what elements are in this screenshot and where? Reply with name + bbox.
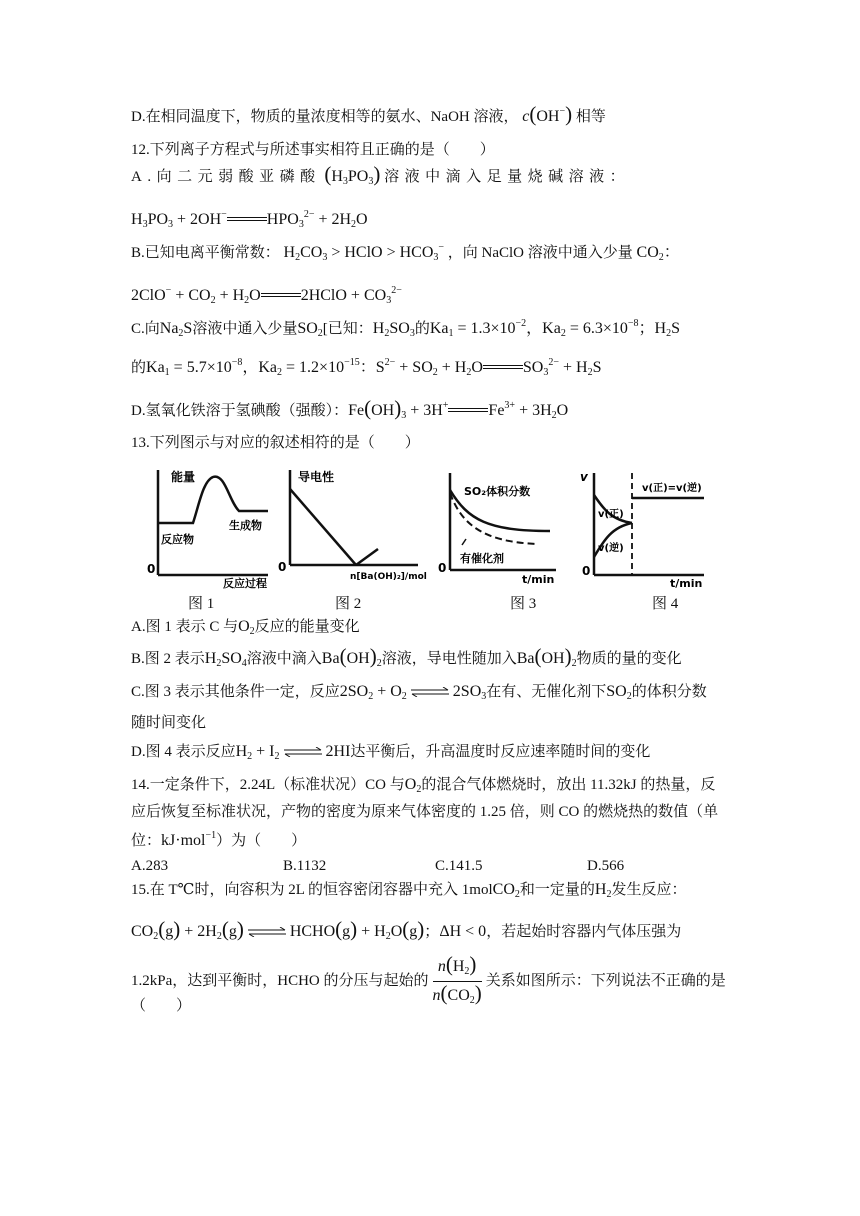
fig1-product: 生成物	[229, 519, 262, 532]
q15-line1: 15.在 T℃时，向容积为 2L 的恒容密闭容器中充入 1molCO$_2$和一定量的$H_2$发生反应：	[131, 881, 687, 900]
reversible-arrow-icon	[283, 747, 323, 757]
q13-option-c-text: C.图 3 表示其他条件一定，反应	[131, 684, 340, 700]
q12-option-a-text: A.向二元弱酸亚磷酸	[131, 169, 321, 185]
caption-fig3: 图 3	[510, 596, 537, 612]
caption-fig2: 图 2	[335, 596, 362, 612]
fig2-xlabel: n[Ba(OH)₂]/mol	[350, 572, 427, 582]
q15-line2-mid: ；	[424, 924, 440, 940]
q13-option-d-text: D.图 4 表示反应	[131, 744, 236, 760]
q12-option-c-of: 的	[414, 321, 430, 337]
fig4-ylabel: v	[580, 470, 588, 484]
q14-option-b: B.1132	[283, 858, 327, 874]
q14-option-d: D.566	[587, 858, 625, 874]
q13-option-b-mid: 溶液中滴入	[246, 651, 322, 667]
q15-line4: （ ）	[131, 998, 192, 1014]
q12-option-a	[131, 162, 731, 187]
q13-option-d-tail: 达平衡后，升高温度时反应速率随时间的变化	[350, 744, 651, 760]
figure-1	[143, 465, 273, 590]
reversible-arrow-icon	[410, 687, 450, 697]
q13-option-c: C.图 3 表示其他条件一定，反应$2SO_2 + O_2$ $2SO_3$在有、无催化剂下$SO_2$的体积分数	[131, 683, 707, 702]
caption-fig4: 图 4	[652, 596, 679, 612]
q15-line1-text: 15.在 T℃时，向容积为 2L 的恒容密闭容器中充入 1mol	[131, 882, 493, 898]
q13-option-c-tail: 的体积分数	[631, 684, 707, 700]
q13-option-c-line2: 随时间变化	[131, 715, 207, 731]
q14-line3-tail: ）为（ ）	[216, 833, 307, 849]
fig3-xlabel: t/min	[522, 573, 555, 586]
q12-option-b-text: B.已知电离平衡常数：	[131, 245, 280, 261]
caption-fig1: 图 1	[188, 596, 215, 612]
q14-line1-tail: 的混合气体燃烧时，放出 11.32kJ 的热量，反	[421, 777, 716, 793]
q14-options	[131, 856, 624, 876]
fig4-rev: v(逆)	[598, 543, 624, 554]
q13-option-a: A.图 1 表示 C 与$O_2$反应的能量变化	[131, 618, 360, 637]
fig3-catalyst: 有催化剂	[460, 552, 504, 565]
q12-option-b-mid: ，向 NaClO 溶液中通入少量	[447, 245, 633, 261]
q15-line1-tail: 发生反应：	[611, 882, 687, 898]
fig1-ylabel: 能量	[171, 470, 196, 484]
q12-option-c: C.向$Na_2S$溶液中通入少量$SO_2$[已知：$H_2SO_3$的$Ka_1 = 1.3\times 10^{-2}$，$Ka_2 = 6.3\times 10^{-8}$；$H_2S$	[131, 318, 680, 339]
figure-2	[278, 465, 438, 590]
q12-stem: 12.下列离子方程式与所述事实相符且正确的是（ ）	[131, 142, 495, 158]
q14-option-c: C.141.5	[435, 858, 483, 874]
q12-option-a-equation: $H_3PO_3 + 2OH^-$ $HPO_3^{2-} + 2H_2O$	[131, 209, 368, 230]
q12-acid-order: $H_2CO_3$ > HClO > $HCO_3^-$	[283, 242, 445, 263]
q12-co2: $CO_2$：	[636, 244, 680, 263]
q15-line2: $CO_2(g) + 2H_2(g)$ HCHO(g) + $H_2O(g)$；ΔH < 0，若起始时容器内气体压强为	[131, 917, 682, 942]
fig1-xlabel: 反应过程	[223, 577, 267, 590]
fig4-fwd: v(正)	[598, 509, 624, 520]
fig4-xlabel: t/min	[670, 577, 703, 590]
q13-option-a-tail: 反应的能量变化	[254, 619, 360, 635]
q13-option-b-text: B.图 2 表示	[131, 651, 205, 667]
figure-3	[438, 465, 568, 590]
q12-option-b	[131, 243, 680, 263]
q12-option-c-line2: 的$Ka_1 = 5.7\times 10^{-8}$，$Ka_2 = 1.2\times 10^{-15}$：$S^{2-} + SO_2 + H_2O$ $SO_3^{2-} + H_2S$	[131, 357, 602, 378]
q15-line3-text: 1.2kPa，达到平衡时，HCHO 的分压与起始的	[131, 972, 429, 989]
fig1-origin: 0	[147, 562, 156, 576]
q12-option-c2-prefix: 的	[131, 360, 147, 376]
reversible-arrow-icon	[247, 927, 287, 937]
fig3-origin: 0	[438, 561, 447, 575]
fig1-reactant: 反应物	[161, 533, 194, 546]
q15-line3-tail: 关系如图所示：下列说法不正确的是	[485, 972, 726, 989]
q13-option-a-text: A.图 1 表示 C 与	[131, 619, 239, 635]
q14-line3: 位：kJ·mol$^{-1}$）为（ ）	[131, 830, 307, 849]
q13-option-c-mid: 在有、无催化剂下	[486, 684, 607, 700]
q12-option-d: D.氢氧化铁溶于氢碘酸（强酸）：$Fe(OH)_3 + 3H^+$ $Fe^{3+} + 3H_2O$	[131, 396, 569, 421]
q12-option-c-mid: 溶液中通入少量	[192, 321, 298, 337]
q14-line3-text: 位：	[131, 833, 162, 849]
fig2-ylabel: 导电性	[298, 470, 335, 484]
q12-h3po3: $(H_3PO_3)$	[324, 162, 381, 187]
q13-option-b: B.图 2 表示$H_2SO_4$溶液中滴入$Ba(OH)_2$溶液，导电性随加入$Ba(OH)_2$物质的量的变化	[131, 644, 682, 669]
q11-option-d-tail: 相等	[575, 109, 606, 125]
q14-line1: 14.一定条件下，2.24L（标准状况）CO 与$O_2$的混合气体燃烧时，放出 11.32kJ 的热量，反	[131, 776, 716, 795]
q14-option-a: A.283	[131, 858, 169, 874]
q13-option-d: D.图 4 表示反应$H_2 + I_2$ 2HI达平衡后，升高温度时反应速率随时间的变化	[131, 743, 651, 762]
q15-ratio-fraction: $\frac{n(H_2)}{n(CO_2)}$	[432, 952, 482, 1006]
q12-option-d-text: D.氢氧化铁溶于氢碘酸（强酸）：	[131, 403, 349, 419]
q11-option-d-text: D.在相同温度下，物质的量浓度相等的氨水、NaOH 溶液，	[131, 109, 519, 125]
fig4-equal: v(正)=v(逆)	[642, 483, 702, 494]
q15-line2-tail: ，若起始时容器内气体压强为	[486, 924, 682, 940]
q11-oh-concentration: c(OH−)	[522, 102, 573, 126]
fig2-origin: 0	[278, 560, 287, 574]
q15-line1-mid: 和一定量的	[519, 882, 595, 898]
q14-line2: 应后恢复至标准状况，产物的密度为原来气体密度的 1.25 倍，则 CO 的燃烧热的数值（单	[131, 804, 719, 820]
q13-option-b-tail: 物质的量的变化	[576, 651, 682, 667]
figure-4	[578, 465, 708, 590]
fig3-ylabel: SO₂体积分数	[464, 485, 531, 498]
q12-option-a-tail: 溶液中滴入足量烧碱溶液：	[384, 169, 631, 185]
q15-line3	[131, 952, 726, 1008]
q14-line1-text: 14.一定条件下，2.24L（标准状况）CO 与	[131, 777, 405, 793]
q12-option-b-equation: $2ClO^- + CO_2 + H_2O$ 2HClO + $CO_3^{2-}$	[131, 285, 402, 306]
q13-option-b-mid2: 溶液，导电性随加入	[381, 651, 517, 667]
q12-option-c-known: [已知：	[322, 321, 373, 337]
q13-stem: 13.下列图示与对应的叙述相符的是（ ）	[131, 435, 420, 451]
fig4-origin: 0	[582, 564, 591, 578]
q11-option-d	[131, 102, 606, 127]
q12-option-c-text: C.向	[131, 321, 160, 337]
